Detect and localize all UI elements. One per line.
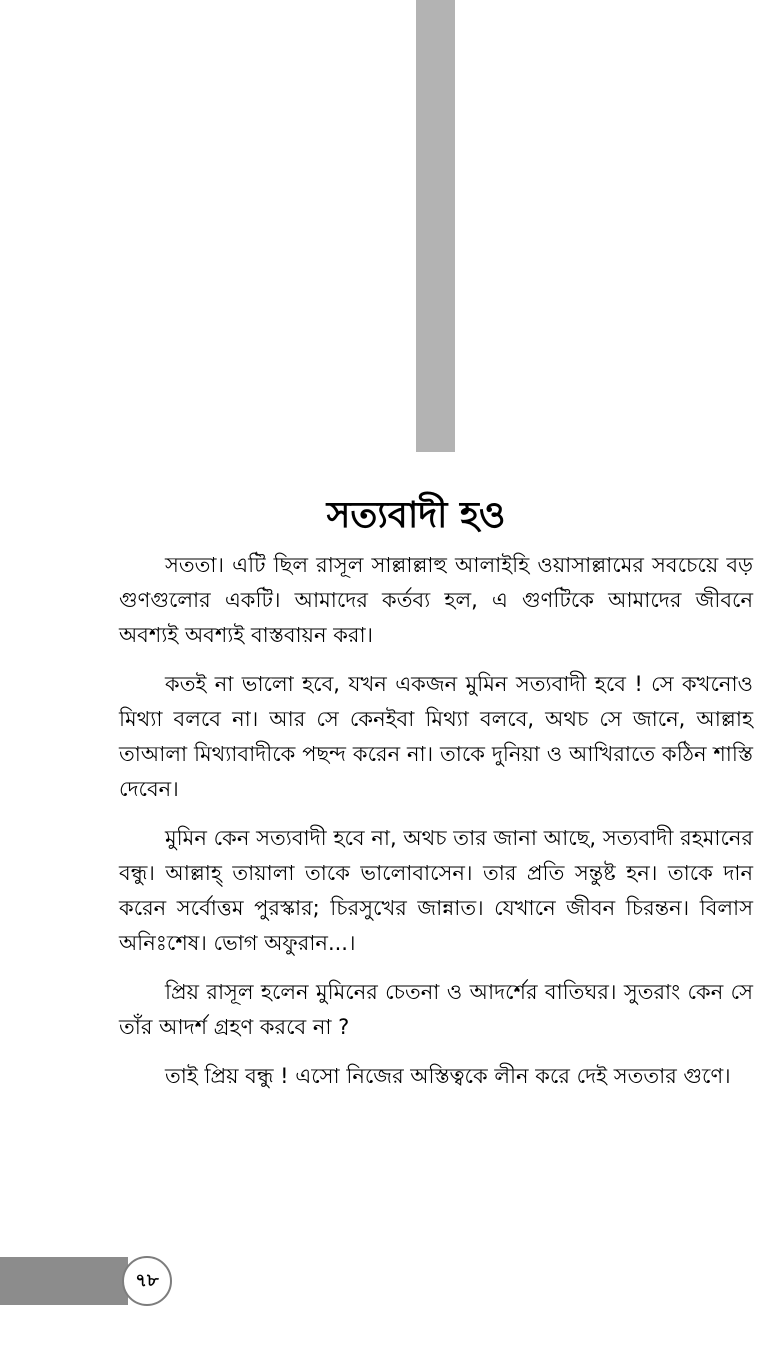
decorative-top-bar — [416, 0, 455, 452]
paragraph-3: মুমিন কেন সত্যবাদী হবে না, অথচ তার জানা আছে, সত্যবাদী রহমানের বন্ধু। আল্লাহ্ তায়ালা তাকে ভালোবাসেন। তার প্রতি সন্তুষ্ট হন। তাকে দান করেন সর্বোত্তম পুরস্কার; চিরসুখের জান্নাত। যেখানে জীবন চিরন্তন। বিলাস অনিঃশেষ। ভোগ অফুরান...। — [119, 826, 753, 955]
paragraph-1: সততা। এটি ছিল রাসূল সাল্লাল্লাহু আলাইহি ওয়াসাল্লামের সবচেয়ে বড় গুণগুলোর একটি। আমাদের কর্তব্য হল, এ গুণটিকে আমাদের জীবনে অবশ্যই অবশ্যই বাস্তবায়ন করা। — [119, 553, 753, 647]
paragraph-2: কতই না ভালো হবে, যখন একজন মুমিন সত্যবাদী হবে ! সে কখনোও মিথ্যা বলবে না। আর সে কেনইবা মিথ্যা বলবে, অথচ সে জানে, আল্লাহ তাআলা মিথ্যাবাদীকে পছন্দ করেন না। তাকে দুনিয়া ও আখিরাতে কঠিন শাস্তি দেবেন। — [119, 672, 753, 801]
footer-band — [0, 1257, 128, 1305]
page-number-badge — [122, 1256, 172, 1306]
paragraph-4: প্রিয় রাসূল হলেন মুমিনের চেতনা ও আদর্শের বাতিঘর। সুতরাং কেন সে তাঁর আদর্শ গ্রহণ করবে না ? — [119, 980, 753, 1039]
chapter-title: সত্যবাদী হও — [326, 495, 506, 537]
page-number: ৭৮ — [135, 1269, 159, 1291]
paragraph-5: তাই প্রিয় বন্ধু ! এসো নিজের অস্তিত্বকে লীন করে দেই সততার গুণে। — [165, 1064, 731, 1088]
body-text — [119, 548, 753, 1108]
